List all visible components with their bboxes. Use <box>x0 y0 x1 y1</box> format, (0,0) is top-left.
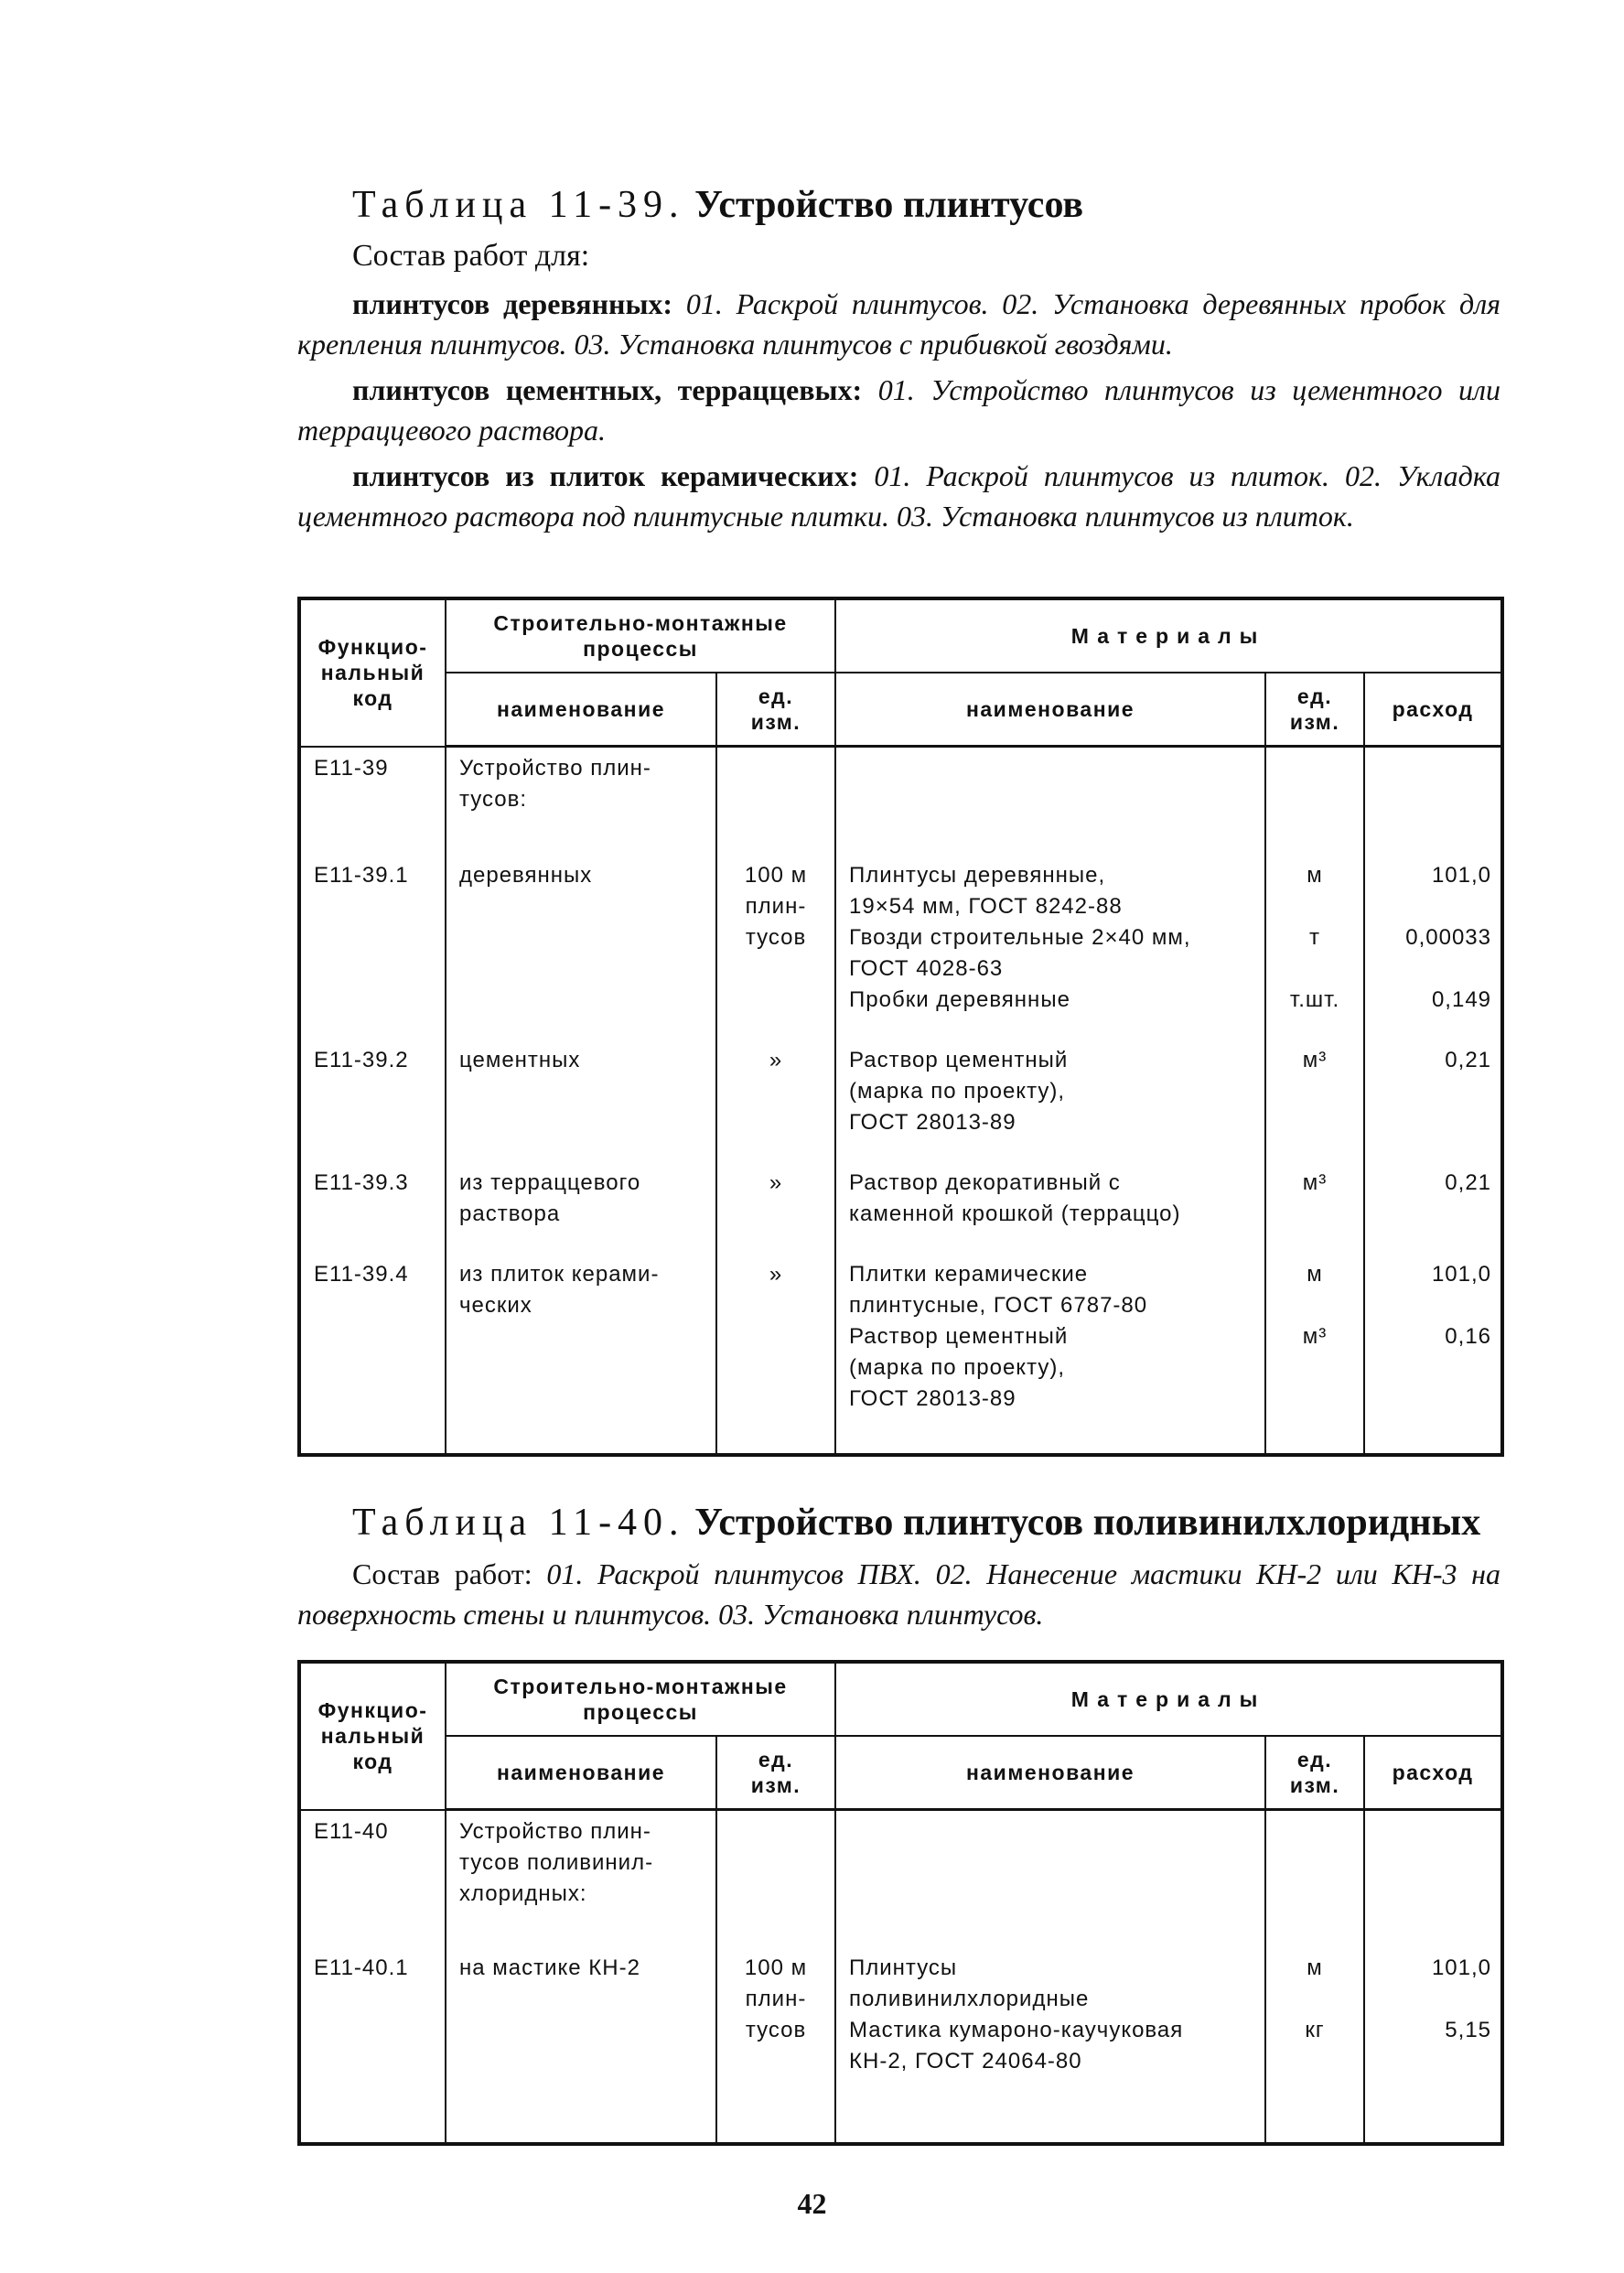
cell-material <box>836 748 1264 753</box>
cell-process: деревянных <box>459 862 593 888</box>
table-row <box>299 1162 1502 1254</box>
header-process-unit: ед. изм. <box>716 1736 835 1810</box>
cell-process: Устройство плин- тусов: <box>459 756 651 812</box>
work-composition-pvc <box>297 1554 1500 1634</box>
work-composition-label: плинтусов из плиток керамических: <box>352 459 859 492</box>
header-code: Функцио- нальный код <box>299 1662 446 1810</box>
cell-material: Плинтусы поливинилхлоридные Мастика кумароно-каучуковая КН-2, ГОСТ 24064-80 <box>849 1955 1184 2074</box>
cell-process-unit: 100 м плин- тусов <box>744 1955 808 2042</box>
cell-code: Е11-39.4 <box>314 1261 409 1287</box>
cell-material: Раствор цементный (марка по проекту), ГОСТ 28013-89 <box>849 1047 1069 1135</box>
table-39-title <box>352 181 1083 229</box>
cell-consumption: 0,21 <box>1445 1169 1492 1195</box>
table-row <box>299 1040 1502 1162</box>
cell-process-unit <box>717 748 834 753</box>
table-40-title-main: Устройство плинтусов поливинилхлоридных <box>694 1502 1481 1544</box>
cell-material-unit <box>1266 748 1363 753</box>
header-process-name: наименование <box>446 1736 716 1810</box>
cell-code: Е11-39.2 <box>314 1047 409 1072</box>
header-material-name: наименование <box>835 673 1265 747</box>
cell-material: Плинтусы деревянные, 19×54 мм, ГОСТ 8242-88 Гвозди строительные 2×40 мм, ГОСТ 4028-63 Пробки деревянные <box>849 862 1191 1012</box>
cell-material-unit <box>1266 1811 1363 1816</box>
cell-consumption <box>1365 1811 1500 1816</box>
header-process-name: наименование <box>446 673 716 747</box>
cell-code: Е11-40.1 <box>314 1955 409 1980</box>
table-39-title-main: Устройство плинтусов <box>694 184 1084 226</box>
cell-process-unit: » <box>769 1261 783 1287</box>
cell-consumption: 101,0 5,15 <box>1431 1955 1492 2042</box>
table-40 <box>297 1660 1504 2146</box>
header-material-unit: ед. изм. <box>1265 1736 1364 1810</box>
cell-process-unit: 100 м плин- тусов <box>744 862 808 950</box>
cell-consumption: 0,21 <box>1445 1047 1492 1072</box>
header-consumption: расход <box>1364 673 1502 747</box>
table-row <box>299 747 1502 855</box>
cell-material-unit: м³ <box>1302 1169 1328 1195</box>
work-composition-label: плинтусов деревянных: <box>352 287 673 320</box>
header-material-name: наименование <box>835 1736 1265 1810</box>
table-row <box>299 1810 1502 1947</box>
work-composition-label: плинтусов цементных, терраццевых: <box>352 373 863 406</box>
cell-code: Е11-39.1 <box>314 862 409 888</box>
work-composition-text: 01. Устройство плинтусов из цементного или терраццевого раствора. <box>297 373 1500 447</box>
header-processes: Строительно-монтажные процессы <box>446 598 835 673</box>
cell-process-unit: » <box>769 1169 783 1195</box>
cell-process: Устройство плин- тусов поливинил- хлоридных: <box>459 1819 654 1906</box>
work-composition-ceramic <box>297 456 1500 536</box>
table-row <box>299 855 1502 1040</box>
cell-process: из терраццевого раствора <box>459 1169 641 1226</box>
work-composition-wooden <box>297 284 1500 364</box>
cell-process: на мастике КН-2 <box>459 1955 640 1980</box>
header-code: Функцио- нальный код <box>299 598 446 747</box>
cell-material-unit: м м³ <box>1302 1261 1328 1349</box>
header-materials: Материалы <box>835 1662 1502 1736</box>
table-row <box>299 1947 1502 2144</box>
cell-material-unit: м т т.шт. <box>1289 862 1340 1012</box>
header-consumption: расход <box>1364 1736 1502 1810</box>
cell-code: Е11-39 <box>314 755 389 781</box>
cell-material-unit: м кг <box>1305 1955 1325 2042</box>
header-process-unit: ед. изм. <box>716 673 835 747</box>
table-39-intro: Состав работ для: <box>352 239 590 273</box>
cell-consumption: 101,0 0,00033 0,149 <box>1405 862 1492 1012</box>
work-composition-text: 01. Раскрой плинтусов ПВХ. 02. Нанесение мастики КН-2 или КН-3 на поверхность стены и плинтусов. 03. Установка плинтусов. <box>297 1557 1501 1631</box>
header-processes: Строительно-монтажные процессы <box>446 1662 835 1736</box>
cell-process-unit: » <box>769 1047 783 1072</box>
cell-code: Е11-40 <box>314 1818 389 1844</box>
work-composition-text: 01. Раскрой плинтусов из плиток. 02. Укладка цементного раствора под плинтусные плитки. 03. Установка плинтусов из плиток. <box>297 459 1501 533</box>
page-number: 42 <box>797 2187 827 2220</box>
work-composition-label: Состав работ: <box>352 1557 532 1590</box>
cell-process: из плиток керами- ческих <box>459 1261 660 1318</box>
table-39 <box>297 597 1504 1457</box>
cell-material: Плитки керамические плинтусные, ГОСТ 6787-80 Раствор цементный (марка по проекту), ГОСТ 28013-89 <box>849 1261 1148 1411</box>
cell-process-unit <box>717 1811 834 1816</box>
work-composition-text: 01. Раскрой плинтусов. 02. Установка деревянных пробок для крепления плинтусов. 03. Установка плинтусов с прибивкой гвоздями. <box>297 287 1501 361</box>
cell-material <box>836 1811 1264 1816</box>
cell-consumption: 101,0 0,16 <box>1431 1261 1492 1349</box>
cell-consumption <box>1365 748 1500 753</box>
cell-process: цементных <box>459 1047 581 1072</box>
table-40-title <box>352 1499 1480 1546</box>
header-materials: Материалы <box>835 598 1502 673</box>
cell-material: Раствор декоративный с каменной крошкой (терраццо) <box>849 1169 1181 1226</box>
table-row <box>299 1254 1502 1455</box>
table-39-title-prefix: Таблица 11-39. <box>352 184 685 226</box>
cell-code: Е11-39.3 <box>314 1169 409 1195</box>
cell-material-unit: м³ <box>1302 1047 1328 1072</box>
work-composition-cement <box>297 370 1500 450</box>
header-material-unit: ед. изм. <box>1265 673 1364 747</box>
table-40-title-prefix: Таблица 11-40. <box>352 1502 685 1544</box>
